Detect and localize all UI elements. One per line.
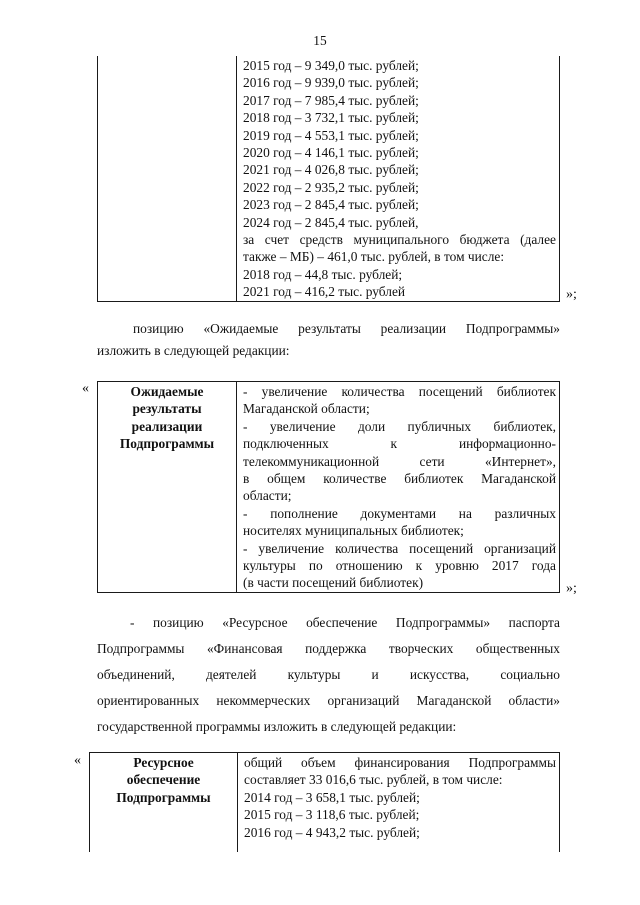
result-line: (в части посещений библиотек) [243,575,424,591]
opening-quote: « [74,753,81,768]
funding-line: за счет средств муниципального бюджета (далее [243,231,556,247]
result-line: - пополнение документами на различных [243,505,556,521]
resource-line: 2014 год – 3 658,1 тыс. рублей; [244,789,420,805]
closing-quote: »; [566,581,577,596]
label-line: реализации [131,418,203,434]
label-line: Ожидаемые [130,384,204,399]
expected-results-table [97,381,560,593]
expected-results-values-cell [237,382,560,593]
funding-label-cell [98,56,237,302]
funding-line: также – МБ) – 461,0 тыс. рублей, в том числе: [243,249,505,265]
funding-line: 2018 год – 3 732,1 тыс. рублей; [243,110,419,126]
expected-results-label-cell [98,382,237,593]
resource-line: составляет 33 016,6 тыс. рублей, в том числе: [244,772,503,788]
funding-line: 2019 год – 4 553,1 тыс. рублей; [243,127,419,143]
label-line: обеспечение [126,772,201,788]
funding-line: 2020 год – 4 146,1 тыс. рублей; [243,144,419,160]
resource-line: 2016 год – 4 943,2 тыс. рублей; [244,824,420,840]
paragraph-line: объединений, деятелей культуры и искусства, социально [97,667,560,682]
funding-values-cell [237,56,560,302]
paragraph-line: государственной программы изложить в следующей редакции: [97,719,457,734]
funding-line: 2021 год – 4 026,8 тыс. рублей; [243,162,419,178]
paragraph-line: - позицию «Ресурсное обеспечение Подпрограммы» паспорта [130,615,560,630]
funding-line: 2016 год – 9 939,0 тыс. рублей; [243,75,419,91]
resource-support-values-cell [238,753,560,853]
paragraph-line: изложить в следующей редакции: [97,343,290,358]
funding-line: 2017 год – 7 985,4 тыс. рублей; [243,92,419,108]
result-line: Магаданской области; [243,401,370,417]
label-line: Ресурсное [133,755,194,770]
result-line: - увеличение количества посещений организаций [243,540,556,556]
resource-line: 2015 год – 3 118,6 тыс. рублей; [244,807,420,823]
funding-line: 2022 год – 2 935,2 тыс. рублей; [243,179,419,195]
result-line: культуры по отношению к уровню 2017 года [243,557,556,573]
opening-quote: « [82,381,89,396]
label-line: результаты [132,401,202,417]
funding-table-continued [97,56,560,302]
page-number: 15 [313,33,327,48]
label-line: Подпрограммы [116,789,211,805]
resource-support-table [89,752,560,852]
funding-line: 2021 год – 416,2 тыс. рублей [243,284,406,300]
paragraph-line: позицию «Ожидаемые результаты реализации Подпрограммы» [133,321,560,336]
result-line: телекоммуникационной сети «Интернет», [243,453,556,469]
label-line: Подпрограммы [119,436,215,452]
closing-quote: »; [566,287,577,302]
funding-line: 2015 год – 9 349,0 тыс. рублей; [243,58,419,73]
paragraph-line: Подпрограммы «Финансовая поддержка творческих общественных [97,641,560,656]
funding-line: 2023 год – 2 845,4 тыс. рублей; [243,197,419,213]
paragraph-line: ориентированных некоммерческих организаций Магаданской области» [97,693,560,708]
result-line: области; [243,488,292,504]
resource-line: общий объем финансирования Подпрограммы [244,755,556,770]
resource-support-label-cell [90,753,238,853]
result-line: - увеличение количества посещений библиотек [243,384,556,399]
result-line: носителях муниципальных библиотек; [243,523,464,539]
result-line: - увеличение доли публичных библиотек, [243,418,556,434]
funding-line: 2018 год – 44,8 тыс. рублей; [243,266,403,282]
result-line: подключенных к информационно- [243,436,556,452]
funding-line: 2024 год – 2 845,4 тыс. рублей, [243,214,419,230]
result-line: в общем количестве библиотек Магаданской [243,470,556,486]
